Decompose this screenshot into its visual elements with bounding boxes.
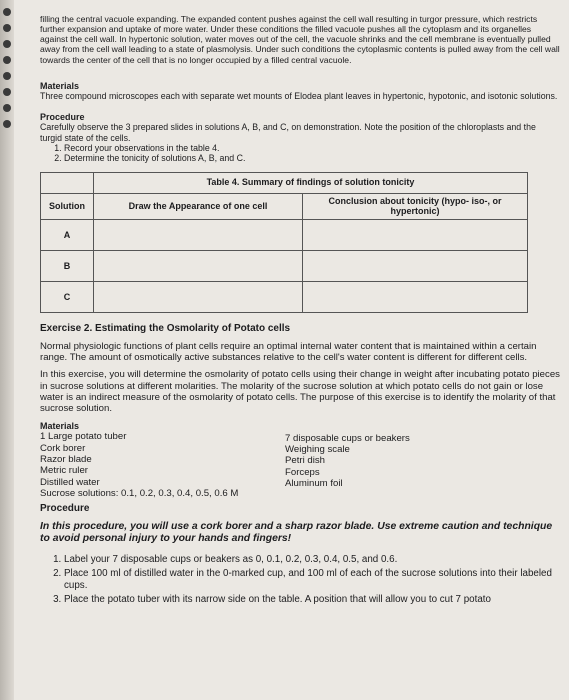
binder-edge [0, 0, 14, 700]
material-item: Forceps [285, 466, 320, 478]
exercise-2-steps [40, 554, 560, 606]
procedure-heading: Procedure [40, 111, 85, 122]
material-item: Metric ruler [40, 465, 88, 477]
procedure-steps [40, 143, 560, 164]
material-item: 7 disposable cups or beakers [285, 432, 410, 444]
conclusion-cell[interactable] [303, 282, 528, 313]
table-header-conclusion: Conclusion about tonicity (hypo- iso-, or hypertonic) [303, 193, 528, 219]
procedure-step: 1. Record your observations in the table 4. [64, 143, 560, 153]
conclusion-cell[interactable] [303, 220, 528, 251]
materials-right-column [285, 421, 410, 499]
drawing-cell[interactable] [94, 251, 303, 282]
material-item: 1 Large potato tuber [40, 431, 127, 443]
materials-heading: Materials [40, 420, 80, 431]
binder-hole [3, 24, 11, 32]
procedure-step: 1. Label your 7 disposable cups or beakers as 0, 0.1, 0.2, 0.3, 0.4, 0.5, and 0.6. [64, 554, 560, 566]
materials-heading: Materials [40, 80, 80, 91]
materials-left-column [40, 421, 285, 499]
row-label: C [41, 282, 94, 313]
safety-warning: In this procedure, you will use a cork borer and a sharp razor blade. Use extreme caution and technique to avoid personal injury to your hands and fingers! [40, 520, 553, 545]
table-caption: Table 4. Summary of findings of solution tonicity [94, 172, 528, 193]
material-item: Weighing scale [285, 444, 350, 455]
table-header-solution: Solution [41, 193, 94, 219]
binder-hole [3, 72, 11, 80]
procedure-step: 2. Place 100 ml of distilled water in the 0-marked cup, and 100 ml of each of the sucrose solutions into their labeled cups. [64, 568, 560, 591]
material-item: Sucrose solutions: 0.1, 0.2, 0.3, 0.4, 0.5, 0.6 M [40, 487, 239, 499]
materials-text: Three compound microscopes each with separate wet mounts of Elodea plant leaves in hypertonic, hypotonic, and isotonic solutions. [40, 91, 558, 102]
table-row [41, 220, 528, 251]
drawing-cell[interactable] [94, 220, 303, 251]
exercise-2-paragraph-1: Normal physiologic functions of plant cells require an optimal internal water content that is maintained within a certain range. The amount of osmotically active substances relative to the cell's water content is different for different cells. [40, 340, 537, 364]
material-item: Razor blade [40, 453, 92, 465]
table-row [41, 282, 528, 313]
worksheet-page [40, 8, 560, 698]
table-header-drawing: Draw the Appearance of one cell [94, 193, 303, 219]
binder-hole [3, 8, 11, 16]
row-label: A [41, 220, 94, 251]
material-item: Cork borer [40, 442, 86, 454]
exercise-2-materials [40, 421, 560, 499]
material-item: Petri dish [285, 455, 325, 467]
material-item: Aluminum foil [285, 477, 343, 489]
intro-paragraph: filling the central vacuole expanding. The expanded content pushes against the cell wall resulting in turgor pressure, which restricts further expansion and uptake of more water. Under these conditions the filled vacuole pushes all the cytoplasm and its organelles against the cell wall. In hypertonic solution, water moves out of the cell, the vacuole shrinks and the cell membrane is eventually pulled away from the cell wall leading to a state of plasmolysis. Under such conditions the cytoplasmic contents is pulled away from the cell wall towards the center of the cell that is no longer occupied by a filled central vacuole. [40, 14, 560, 65]
binder-hole [3, 104, 11, 112]
procedure-step: 3. Place the potato tuber with its narrow side on the table. A position that will allow you to cut 7 potato [64, 594, 560, 606]
conclusion-cell[interactable] [303, 251, 528, 282]
drawing-cell[interactable] [94, 282, 303, 313]
binder-hole [3, 88, 11, 96]
exercise-2-paragraph-2: In this exercise, you will determine the osmolarity of potato cells using their change in weight after incubating potato pieces in sucrose solutions at different molarities. The molarity of the sucrose solution at which potato cells do not gain or lose water is an indirect measure of the osmolarity of potato cells. The purpose of this exercise is to identify the molarity of that sucrose solution. [40, 369, 560, 415]
binder-hole [3, 56, 11, 64]
material-item: Distilled water [40, 476, 100, 488]
table-row [41, 251, 528, 282]
table-4 [40, 172, 528, 313]
binder-hole [3, 120, 11, 128]
procedure-step: 2. Determine the tonicity of solutions A, B, and C. [64, 153, 560, 163]
procedure-text: Carefully observe the 3 prepared slides in solutions A, B, and C, on demonstration. Note the position of the chloroplasts and the turgid state of the cells. [40, 122, 536, 143]
exercise-2-title: Exercise 2. Estimating the Osmolarity of Potato cells [40, 323, 291, 335]
binder-hole [3, 40, 11, 48]
exercise-2-procedure-heading: Procedure [40, 503, 90, 515]
row-label: B [41, 251, 94, 282]
